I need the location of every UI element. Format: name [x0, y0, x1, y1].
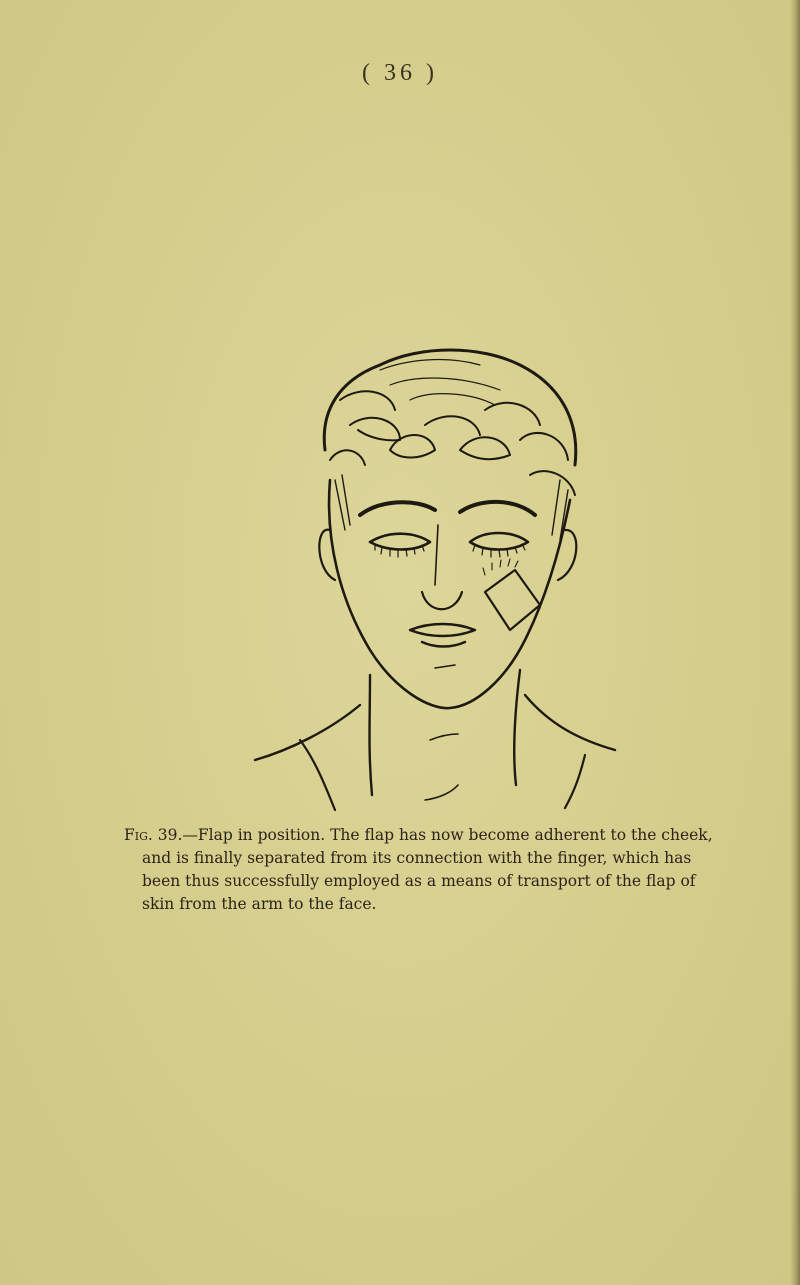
caption-line: —Flap in position. The flap has now become adherent to the cheek,: [182, 826, 713, 844]
hair-curl: [460, 437, 510, 459]
nose-tip: [422, 592, 462, 609]
hair-curl: [425, 416, 480, 435]
left-eyebrow: [360, 502, 435, 515]
collar-left: [300, 740, 335, 810]
hair-curl: [485, 403, 540, 425]
lower-lip: [422, 642, 465, 647]
right-eyebrow: [460, 502, 535, 515]
left-eye: [370, 534, 430, 550]
caption-line: skin from the arm to the face.: [142, 895, 377, 913]
throat-mark: [430, 734, 458, 740]
shoulder-right: [525, 695, 615, 750]
hair-curl: [340, 391, 395, 410]
chin-mark: [435, 665, 455, 668]
caption-line: and is finally separated from its connection with the finger, which has: [142, 849, 692, 867]
hair-curl: [520, 433, 568, 460]
right-eye: [470, 533, 528, 550]
collar-right: [565, 755, 585, 808]
neck-right: [514, 670, 520, 785]
figure-label: Fig. 39.: [124, 826, 183, 844]
face-illustration: [230, 330, 630, 830]
caption-line: been thus successfully employed as a means of transport of the flap of: [142, 872, 696, 890]
hair-curl: [350, 418, 400, 441]
neck-left: [370, 675, 373, 795]
mouth: [410, 624, 475, 636]
figure-caption: [124, 824, 754, 916]
hair-outline: [324, 350, 576, 465]
nose-bridge: [435, 525, 438, 585]
page-edge: [790, 0, 800, 1285]
hair-strands: [380, 360, 500, 405]
hair-curl: [330, 450, 365, 465]
page-number: ( 36 ): [362, 60, 438, 86]
hair-curl: [390, 435, 435, 458]
skin-flap: [485, 570, 540, 630]
chest-mark: [425, 785, 458, 800]
